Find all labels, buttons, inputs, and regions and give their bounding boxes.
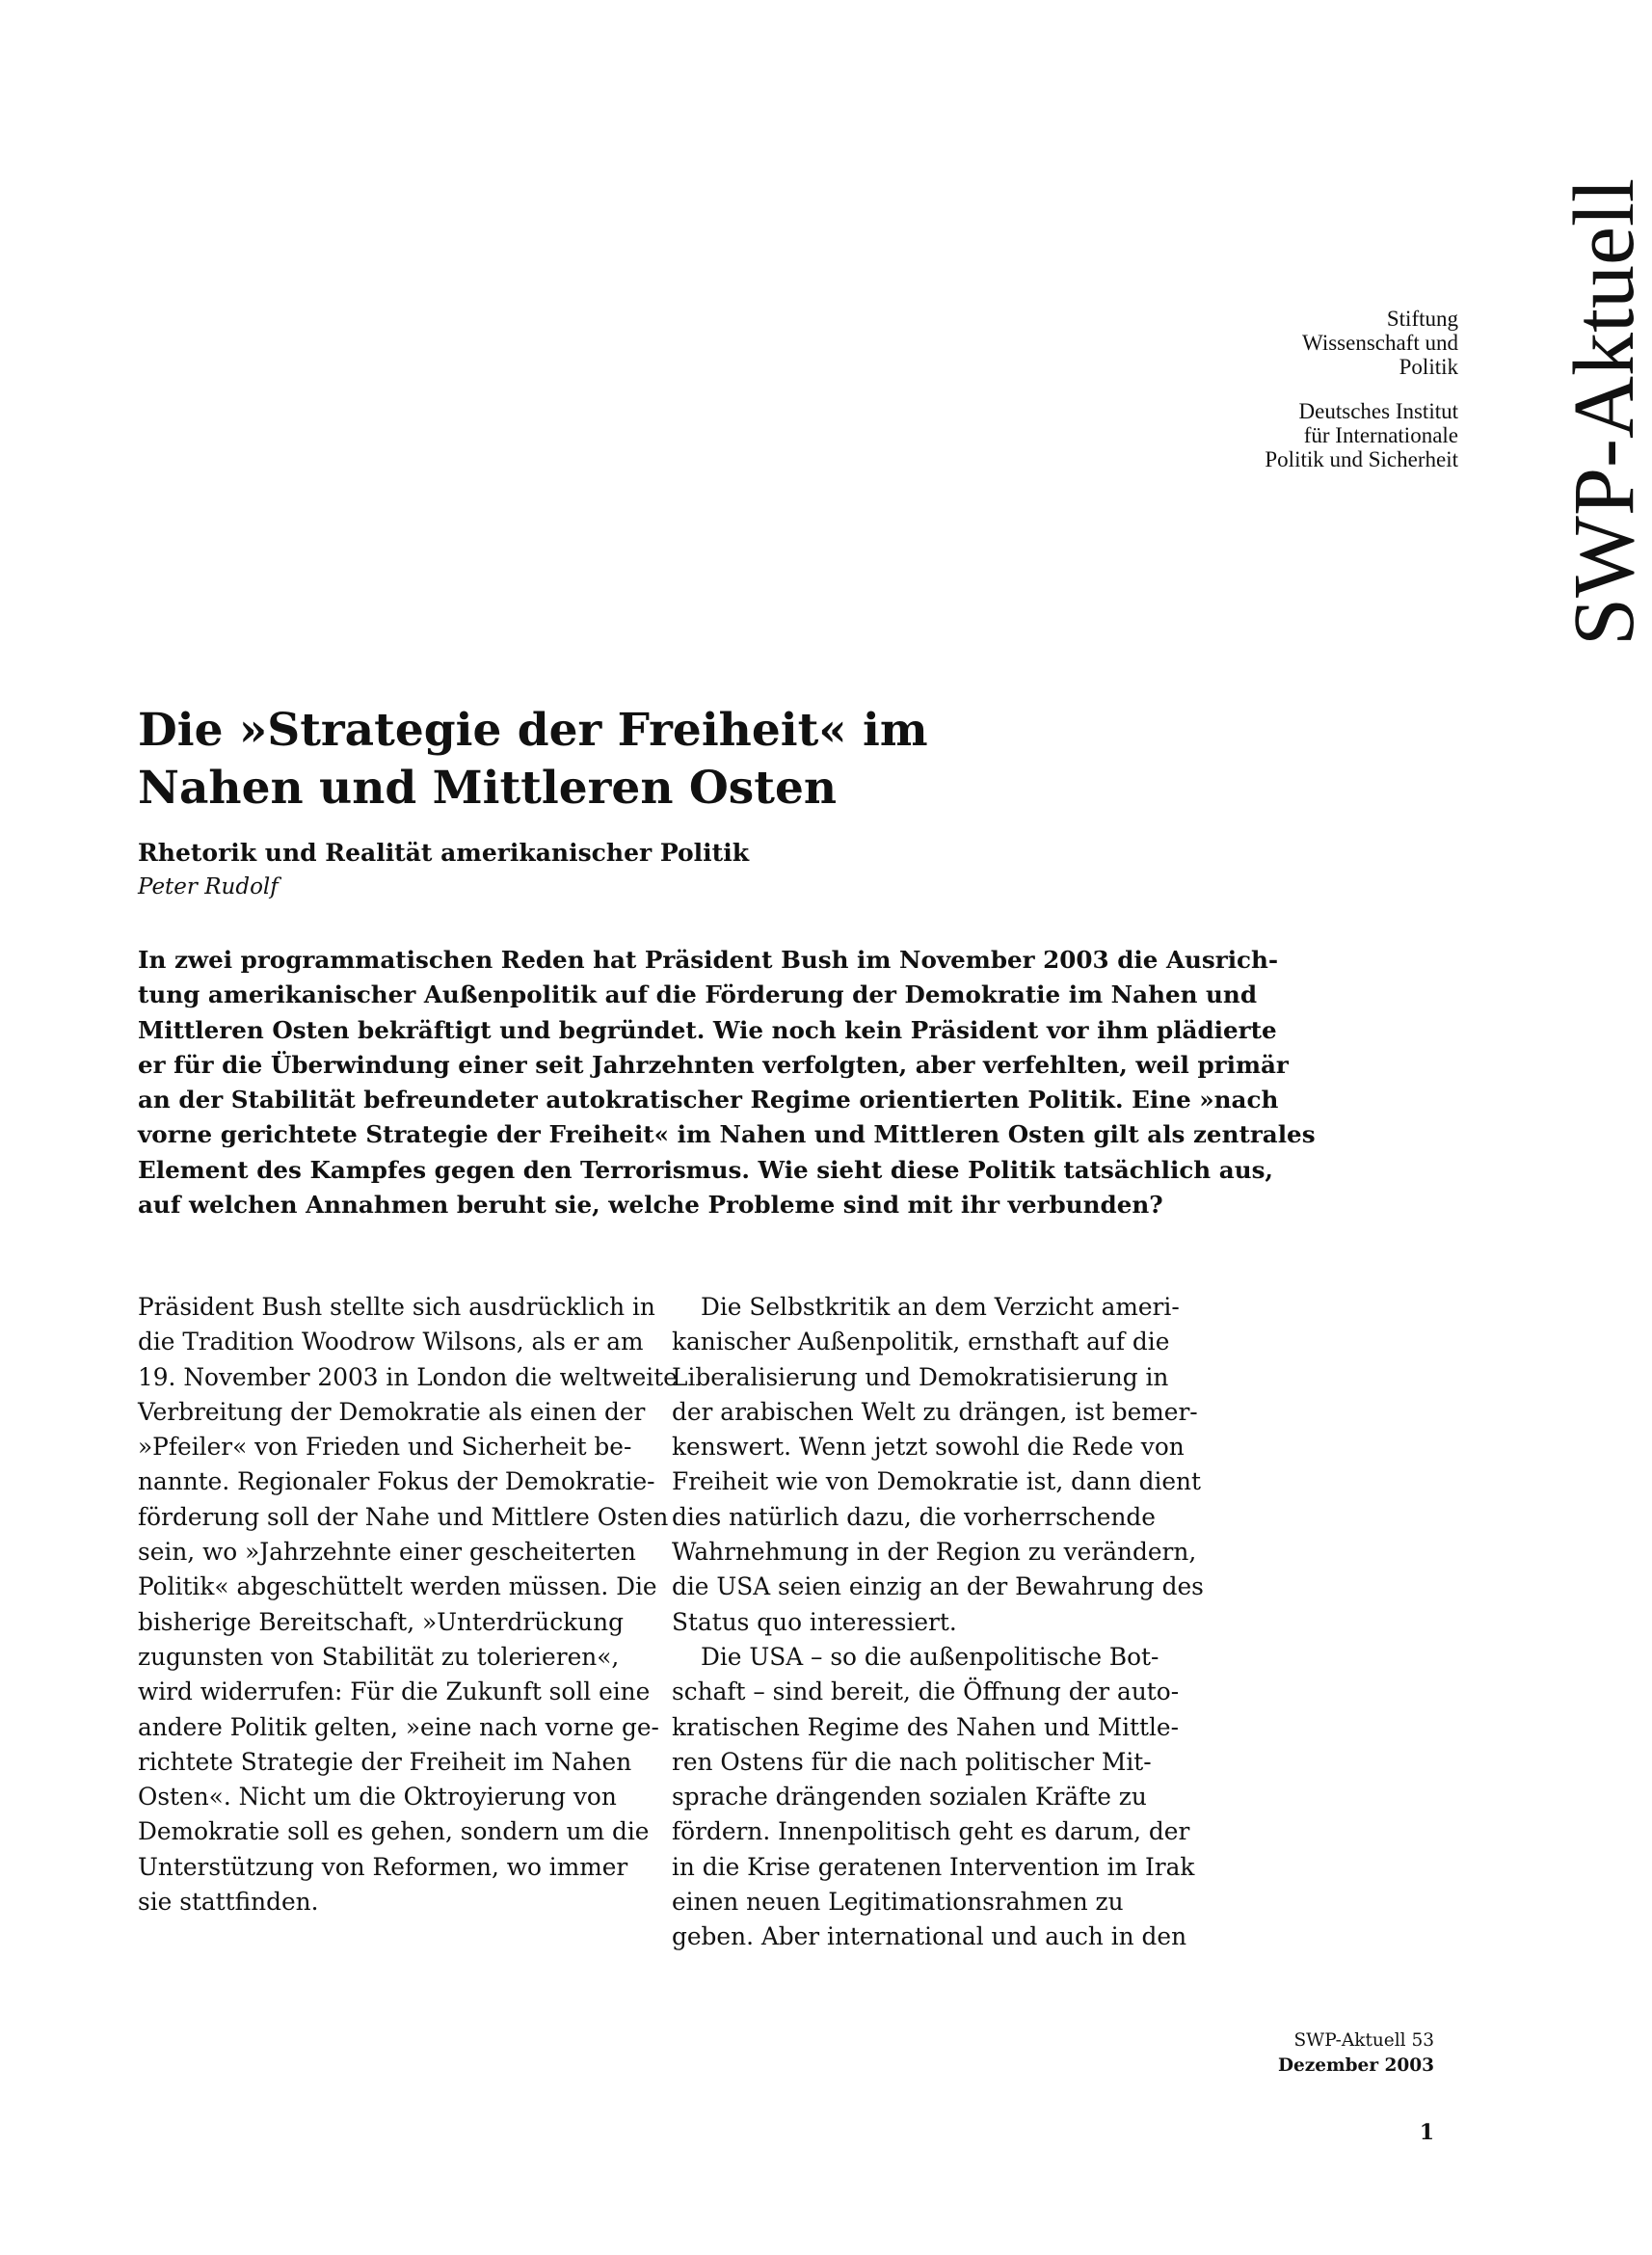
- org-subtitle: [1265, 399, 1458, 471]
- series-brand-vertical: SWP-Aktuell: [1557, 178, 1652, 646]
- body-line: Osten«. Nicht um die Oktroyierung von: [138, 1783, 617, 1812]
- body-line: sie stattfinden.: [138, 1888, 319, 1917]
- body-line: wird widerrufen: Für die Zukunft soll eine: [138, 1678, 651, 1706]
- body-line: sein, wo »Jahrzehnte einer gescheiterten: [138, 1538, 636, 1567]
- body-line: kanischer Außenpolitik, ernsthaft auf die: [672, 1328, 1170, 1356]
- org-name-line: Stiftung: [1386, 307, 1458, 331]
- abstract-line: Element des Kampfes gegen den Terrorismus. Wie sieht diese Politik tatsächlich aus,: [138, 1155, 1273, 1184]
- body-line: richtete Strategie der Freiheit im Nahen: [138, 1747, 632, 1776]
- abstract-line: Mittleren Osten bekräftigt und begründet. Wie noch kein Präsident vor ihm plädierte: [138, 1015, 1277, 1044]
- article-abstract: [138, 943, 1316, 1222]
- body-line: andere Politik gelten, »eine nach vorne ge-: [138, 1712, 659, 1741]
- article-subtitle: Rhetorik und Realität amerikanischer Politik: [138, 839, 750, 867]
- org-subtitle-line: für Internationale: [1303, 423, 1458, 447]
- abstract-line: vorne gerichtete Strategie der Freiheit« im Nahen und Mittleren Osten gilt als zentrales: [138, 1120, 1316, 1149]
- body-line: Verbreitung der Demokratie als einen der: [138, 1397, 646, 1426]
- page-number: 1: [1419, 2120, 1434, 2145]
- body-line: Unterstützung von Reformen, wo immer: [138, 1852, 628, 1881]
- body-line: Freiheit wie von Demokratie ist, dann dient: [672, 1467, 1201, 1496]
- body-line: Politik« abgeschüttelt werden müssen. Die: [138, 1572, 657, 1601]
- title-line: Die »Strategie der Freiheit« im: [138, 704, 928, 757]
- article-author: Peter Rudolf: [138, 874, 279, 899]
- body-line: einen neuen Legitimationsrahmen zu: [672, 1888, 1124, 1917]
- body-line: dies natürlich dazu, die vorherrschende: [672, 1502, 1156, 1531]
- body-line: fördern. Innenpolitisch geht es darum, der: [672, 1817, 1190, 1846]
- body-line: die USA seien einzig an der Bewahrung des: [672, 1572, 1204, 1601]
- abstract-line: tung amerikanischer Außenpolitik auf die Förderung der Demokratie im Nahen und: [138, 980, 1258, 1009]
- body-line: kratischen Regime des Nahen und Mittle-: [672, 1712, 1179, 1741]
- abstract-line: an der Stabilität befreundeter autokratischer Regime orientierten Politik. Eine »nach: [138, 1086, 1279, 1114]
- abstract-line: er für die Überwindung einer seit Jahrzehnten verfolgten, aber verfehlten, weil primär: [138, 1050, 1289, 1079]
- body-line: in die Krise geratenen Intervention im Irak: [672, 1852, 1195, 1881]
- body-line: schaft – sind bereit, die Öffnung der auto-: [672, 1678, 1180, 1706]
- body-line: Demokratie soll es gehen, sondern um die: [138, 1817, 650, 1846]
- body-line: 19. November 2003 in London die weltweite: [138, 1362, 678, 1391]
- org-name-line: Politik: [1399, 355, 1458, 379]
- body-line: förderung soll der Nahe und Mittlere Osten: [138, 1502, 669, 1531]
- org-subtitle-line: Politik und Sicherheit: [1265, 447, 1458, 471]
- body-line: Die Selbstkritik an dem Verzicht ameri-: [701, 1293, 1180, 1321]
- body-line: geben. Aber international und auch in den: [672, 1922, 1187, 1951]
- body-line: nannte. Regionaler Fokus der Demokratie-: [138, 1467, 655, 1496]
- abstract-line: In zwei programmatischen Reden hat Präsident Bush im November 2003 die Ausrich-: [138, 946, 1279, 974]
- title-line: Nahen und Mittleren Osten: [138, 762, 838, 815]
- body-line: die Tradition Woodrow Wilsons, als er am: [138, 1328, 644, 1356]
- footer-date: Dezember 2003: [1277, 2055, 1434, 2076]
- org-name-line: Wissenschaft und: [1302, 331, 1458, 355]
- footer-series-issue: SWP-Aktuell 53: [1293, 2030, 1434, 2051]
- body-line: Wahrnehmung in der Region zu verändern,: [672, 1538, 1197, 1567]
- body-line: sprache drängenden sozialen Kräfte zu: [672, 1783, 1147, 1812]
- body-line: kenswert. Wenn jetzt sowohl die Rede von: [672, 1433, 1185, 1462]
- body-column-left: [138, 1290, 678, 1919]
- body-line: zugunsten von Stabilität zu tolerieren«,: [138, 1642, 620, 1671]
- abstract-line: auf welchen Annahmen beruht sie, welche Probleme sind mit ihr verbunden?: [138, 1191, 1163, 1220]
- body-line: der arabischen Welt zu drängen, ist bemer-: [672, 1397, 1198, 1426]
- body-line: Status quo interessiert.: [672, 1607, 957, 1636]
- body-line: Die USA – so die außenpolitische Bot-: [701, 1642, 1159, 1671]
- body-line: »Pfeiler« von Frieden und Sicherheit be-: [138, 1433, 632, 1462]
- body-line: bisherige Bereitschaft, »Unterdrückung: [138, 1607, 624, 1636]
- body-line: ren Ostens für die nach politischer Mit-: [672, 1747, 1152, 1776]
- org-subtitle-line: Deutsches Institut: [1298, 399, 1458, 423]
- org-name: [1302, 307, 1458, 379]
- article-title: [138, 702, 928, 818]
- body-line: Präsident Bush stellte sich ausdrücklich in: [138, 1293, 655, 1321]
- body-column-right: [672, 1290, 1204, 1955]
- body-line: Liberalisierung und Demokratisierung in: [672, 1362, 1169, 1391]
